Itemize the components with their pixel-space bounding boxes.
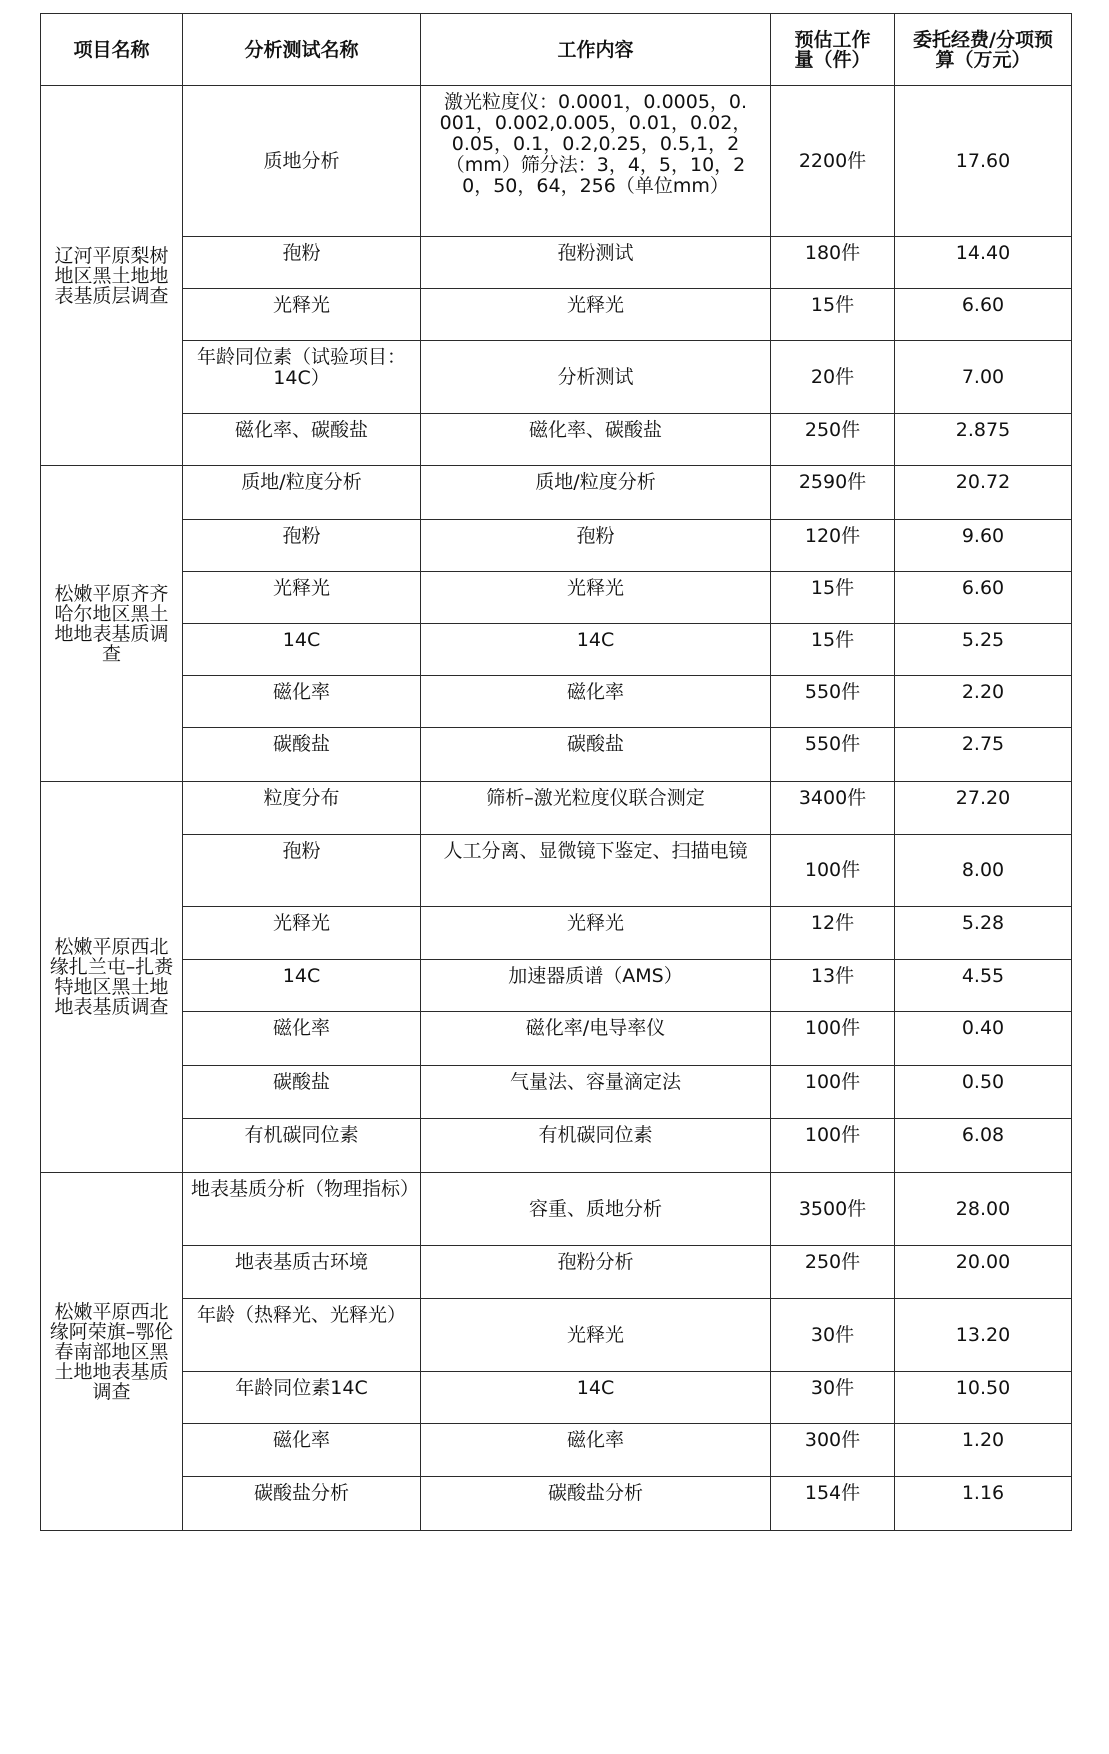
table-row <box>41 572 1072 624</box>
work-content-cell: 碳酸盐 <box>421 728 771 782</box>
test-name-cell: 磁化率 <box>183 676 421 728</box>
budget-cell: 7.00 <box>895 341 1072 414</box>
quantity-cell: 2200件 <box>771 86 895 237</box>
header-work-content: 工作内容 <box>421 14 771 86</box>
test-name-cell: 质地分析 <box>183 86 421 237</box>
quantity-cell: 300件 <box>771 1424 895 1477</box>
quantity-cell: 154件 <box>771 1477 895 1531</box>
table-row <box>41 1372 1072 1424</box>
table-row <box>41 728 1072 782</box>
test-name-cell: 磁化率、碳酸盐 <box>183 414 421 466</box>
test-name-cell: 光释光 <box>183 289 421 341</box>
table-row <box>41 907 1072 960</box>
budget-cell: 13.20 <box>895 1299 1072 1372</box>
work-content-cell: 光释光 <box>421 572 771 624</box>
quantity-cell: 100件 <box>771 1012 895 1066</box>
test-name-cell: 年龄（热释光、光释光） <box>183 1299 421 1372</box>
quantity-cell: 30件 <box>771 1372 895 1424</box>
budget-cell: 2.875 <box>895 414 1072 466</box>
work-content-cell: 分析测试 <box>421 341 771 414</box>
test-name-cell: 14C <box>183 624 421 676</box>
table-row <box>41 1246 1072 1299</box>
quantity-cell: 250件 <box>771 1246 895 1299</box>
work-content-cell: 孢粉分析 <box>421 1246 771 1299</box>
quantity-cell: 2590件 <box>771 466 895 520</box>
table-row <box>41 237 1072 289</box>
work-content-cell: 激光粒度仪：0.0001，0.0005，0.001，0.002,0.005，0.01，0.02，0.05，0.1，0.2,0.25，0.5,1，2（mm）筛分法：3，4，5，10，20，50，64，256（单位mm） <box>421 86 771 237</box>
work-content-cell: 加速器质谱（AMS） <box>421 960 771 1012</box>
work-content-cell: 磁化率、碳酸盐 <box>421 414 771 466</box>
quantity-cell: 15件 <box>771 289 895 341</box>
quantity-cell: 3400件 <box>771 782 895 835</box>
test-name-cell: 碳酸盐 <box>183 1066 421 1119</box>
quantity-cell: 100件 <box>771 835 895 907</box>
budget-cell: 6.08 <box>895 1119 1072 1173</box>
work-content-cell: 碳酸盐分析 <box>421 1477 771 1531</box>
project-name-cell: 松嫩平原西北缘阿荣旗–鄂伦春南部地区黑土地地表基质调查 <box>41 1173 183 1531</box>
budget-cell: 2.75 <box>895 728 1072 782</box>
budget-cell: 14.40 <box>895 237 1072 289</box>
budget-cell: 0.50 <box>895 1066 1072 1119</box>
budget-cell: 1.20 <box>895 1424 1072 1477</box>
table-row <box>41 1012 1072 1066</box>
test-name-cell: 光释光 <box>183 572 421 624</box>
quantity-cell: 100件 <box>771 1066 895 1119</box>
quantity-cell: 550件 <box>771 676 895 728</box>
test-name-cell: 磁化率 <box>183 1424 421 1477</box>
test-name-cell: 有机碳同位素 <box>183 1119 421 1173</box>
budget-table <box>40 13 1072 1531</box>
budget-cell: 5.28 <box>895 907 1072 960</box>
test-name-cell: 地表基质分析（物理指标） <box>183 1173 421 1246</box>
table-row <box>41 466 1072 520</box>
budget-cell: 6.60 <box>895 572 1072 624</box>
header-project-name: 项目名称 <box>41 14 183 86</box>
quantity-cell: 250件 <box>771 414 895 466</box>
work-content-cell: 14C <box>421 624 771 676</box>
project-name-cell: 松嫩平原西北缘扎兰屯–扎赉特地区黑土地地表基质调查 <box>41 782 183 1173</box>
quantity-cell: 15件 <box>771 572 895 624</box>
table-row <box>41 1477 1072 1531</box>
table-row <box>41 1066 1072 1119</box>
table-row <box>41 1119 1072 1173</box>
test-name-cell: 磁化率 <box>183 1012 421 1066</box>
budget-cell: 8.00 <box>895 835 1072 907</box>
quantity-cell: 13件 <box>771 960 895 1012</box>
budget-cell: 17.60 <box>895 86 1072 237</box>
budget-cell: 2.20 <box>895 676 1072 728</box>
work-content-cell: 光释光 <box>421 1299 771 1372</box>
quantity-cell: 3500件 <box>771 1173 895 1246</box>
budget-cell: 0.40 <box>895 1012 1072 1066</box>
budget-cell: 1.16 <box>895 1477 1072 1531</box>
table-row <box>41 341 1072 414</box>
test-name-cell: 地表基质古环境 <box>183 1246 421 1299</box>
test-name-cell: 孢粉 <box>183 520 421 572</box>
project-name-cell: 辽河平原梨树地区黑土地地表基质层调查 <box>41 86 183 466</box>
budget-cell: 20.72 <box>895 466 1072 520</box>
quantity-cell: 120件 <box>771 520 895 572</box>
project-name-cell: 松嫩平原齐齐哈尔地区黑土地地表基质调查 <box>41 466 183 782</box>
work-content-cell: 孢粉测试 <box>421 237 771 289</box>
budget-cell: 5.25 <box>895 624 1072 676</box>
test-name-cell: 粒度分布 <box>183 782 421 835</box>
header-row <box>41 14 1072 86</box>
quantity-cell: 20件 <box>771 341 895 414</box>
work-content-cell: 质地/粒度分析 <box>421 466 771 520</box>
table-row <box>41 1173 1072 1246</box>
work-content-cell: 磁化率 <box>421 676 771 728</box>
budget-cell: 6.60 <box>895 289 1072 341</box>
header-estimated-quantity: 预估工作量（件） <box>771 14 895 86</box>
test-name-cell: 年龄同位素（试验项目：14C） <box>183 341 421 414</box>
work-content-cell: 磁化率 <box>421 1424 771 1477</box>
budget-cell: 4.55 <box>895 960 1072 1012</box>
work-content-cell: 容重、质地分析 <box>421 1173 771 1246</box>
work-content-cell: 气量法、容量滴定法 <box>421 1066 771 1119</box>
budget-cell: 28.00 <box>895 1173 1072 1246</box>
table-row <box>41 624 1072 676</box>
quantity-cell: 12件 <box>771 907 895 960</box>
table-row <box>41 414 1072 466</box>
table-row <box>41 1299 1072 1372</box>
header-budget: 委托经费/分项预算（万元） <box>895 14 1072 86</box>
budget-cell: 10.50 <box>895 1372 1072 1424</box>
test-name-cell: 孢粉 <box>183 237 421 289</box>
table-row <box>41 676 1072 728</box>
table-row <box>41 289 1072 341</box>
work-content-cell: 磁化率/电导率仪 <box>421 1012 771 1066</box>
test-name-cell: 碳酸盐 <box>183 728 421 782</box>
quantity-cell: 550件 <box>771 728 895 782</box>
test-name-cell: 质地/粒度分析 <box>183 466 421 520</box>
work-content-cell: 光释光 <box>421 289 771 341</box>
table-row <box>41 782 1072 835</box>
work-content-cell: 筛析–激光粒度仪联合测定 <box>421 782 771 835</box>
budget-cell: 20.00 <box>895 1246 1072 1299</box>
quantity-cell: 15件 <box>771 624 895 676</box>
budget-cell: 27.20 <box>895 782 1072 835</box>
table-row <box>41 520 1072 572</box>
test-name-cell: 孢粉 <box>183 835 421 907</box>
work-content-cell: 光释光 <box>421 907 771 960</box>
work-content-cell: 人工分离、显微镜下鉴定、扫描电镜 <box>421 835 771 907</box>
work-content-cell: 有机碳同位素 <box>421 1119 771 1173</box>
quantity-cell: 180件 <box>771 237 895 289</box>
test-name-cell: 年龄同位素14C <box>183 1372 421 1424</box>
budget-cell: 9.60 <box>895 520 1072 572</box>
table-row <box>41 835 1072 907</box>
work-content-cell: 孢粉 <box>421 520 771 572</box>
quantity-cell: 30件 <box>771 1299 895 1372</box>
header-test-name: 分析测试名称 <box>183 14 421 86</box>
table-row <box>41 1424 1072 1477</box>
quantity-cell: 100件 <box>771 1119 895 1173</box>
table-row <box>41 960 1072 1012</box>
work-content-cell: 14C <box>421 1372 771 1424</box>
test-name-cell: 光释光 <box>183 907 421 960</box>
test-name-cell: 碳酸盐分析 <box>183 1477 421 1531</box>
table-row <box>41 86 1072 237</box>
test-name-cell: 14C <box>183 960 421 1012</box>
